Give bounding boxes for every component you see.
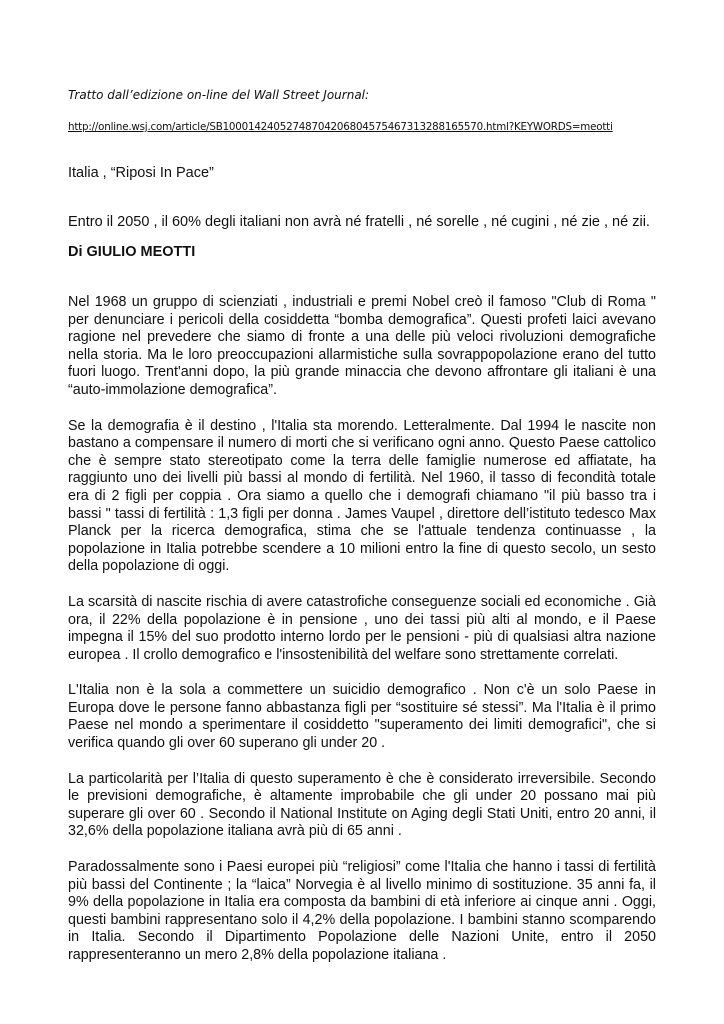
- source-url-link[interactable]: http://online.wsj.com/article/SB10001424052748704206804575467313288165570.html?KEYWORDS=meotti: [68, 121, 613, 133]
- article-byline: Di GIULIO MEOTTI: [68, 244, 196, 260]
- paragraph: La particolarità per l’Italia di questo superamento è che è considerato irreversibile. Secondo le previsioni demografiche, è altamente improbabile che gli under 20 possano mai più superare gli over 60 . Secondo il National Institute on Aging degli Stati Uniti, entro 20 anni, il 32,6% della popolazione italiana avrà più di 65 anni .: [68, 770, 656, 840]
- paragraph: Se la demografia è il destino , l'Italia sta morendo. Letteralmente. Dal 1994 le nascite non bastano a compensare il numero di morti che si verificano ogni anno. Questo Paese cattolico che è sempre stato stereotipato come la terra delle famiglie numerose ed affiatate, ha raggiunto uno dei livelli più bassi al mondo di fertilità. Nel 1960, il tasso di fecondità totale era di 2 figli per coppia . Ora siamo a quello che i demografi chiamano "il più basso tra i bassi " tassi di fertilità : 1,3 figli per donna . James Vaupel , direttore dell’istituto tedesco Max Planck per la ricerca demografica, stima che se l'attuale tendenza continuasse , la popolazione in Italia potrebbe scendere a 10 milioni entro la fine di questo secolo, un sesto della popolazione di oggi.: [68, 417, 656, 575]
- article-title: Italia , “Riposi In Pace”: [68, 165, 214, 181]
- paragraph: La scarsità di nascite rischia di avere catastrofiche conseguenze sociali ed economiche . Già ora, il 22% della popolazione è in pensione , uno dei tassi più alti al mondo, e il Paese impegna il 15% del suo prodotto interno lordo per le pensioni - più di qualsiasi altra nazione europea . Il crollo demografico e l'insostenibilità del welfare sono strettamente correlati.: [68, 593, 656, 663]
- source-label: Tratto dall’edizione on-line del Wall Street Journal:: [68, 88, 370, 102]
- paragraph: Paradossalmente sono i Paesi europei più “religiosi” come l'Italia che hanno i tassi di fertilità più bassi del Continente ; la “laica” Norvegia è al livello minimo di sostituzione. 35 anni fa, il 9% della popolazione in Italia era composta da bambini di età inferiore ai cinque anni . Oggi, questi bambini rappresentano solo il 4,2% della popolazione. I bambini stanno scomparendo in Italia. Secondo il Dipartimento Popolazione delle Nazioni Unite, entro il 2050 rappresenteranno un mero 2,8% della popolazione italiana .: [68, 859, 656, 963]
- paragraph: L'Italia non è la sola a commettere un suicidio demografico . Non c'è un solo Paese in Europa dove le persone fanno abbastanza figli per “sostituire sé stessi”. Ma l'Italia è il primo Paese nel mondo a sperimentare il cosiddetto "superamento dei limiti demografici", che si verifica quando gli over 60 superano gli under 20 .: [68, 682, 656, 752]
- article-subtitle: Entro il 2050 , il 60% degli italiani non avrà né fratelli , né sorelle , né cugini , né zie , né zii.: [68, 214, 650, 230]
- paragraph: Nel 1968 un gruppo di scienziati , industriali e premi Nobel creò il famoso "Club di Roma " per denunciare i pericoli della cosiddetta “bomba demografica”. Questi profeti laici avevano ragione nel prevedere che siamo di fronte a una delle più veloci rivoluzioni demografiche nella storia. Ma le loro preoccupazioni allarmistiche sulla sovrappopolazione erano del tutto fuori luogo. Trent'anni dopo, la più grande minaccia che devono affrontare gli italiani è una “auto-immolazione demografica”.: [68, 294, 656, 398]
- article-body: [68, 294, 656, 983]
